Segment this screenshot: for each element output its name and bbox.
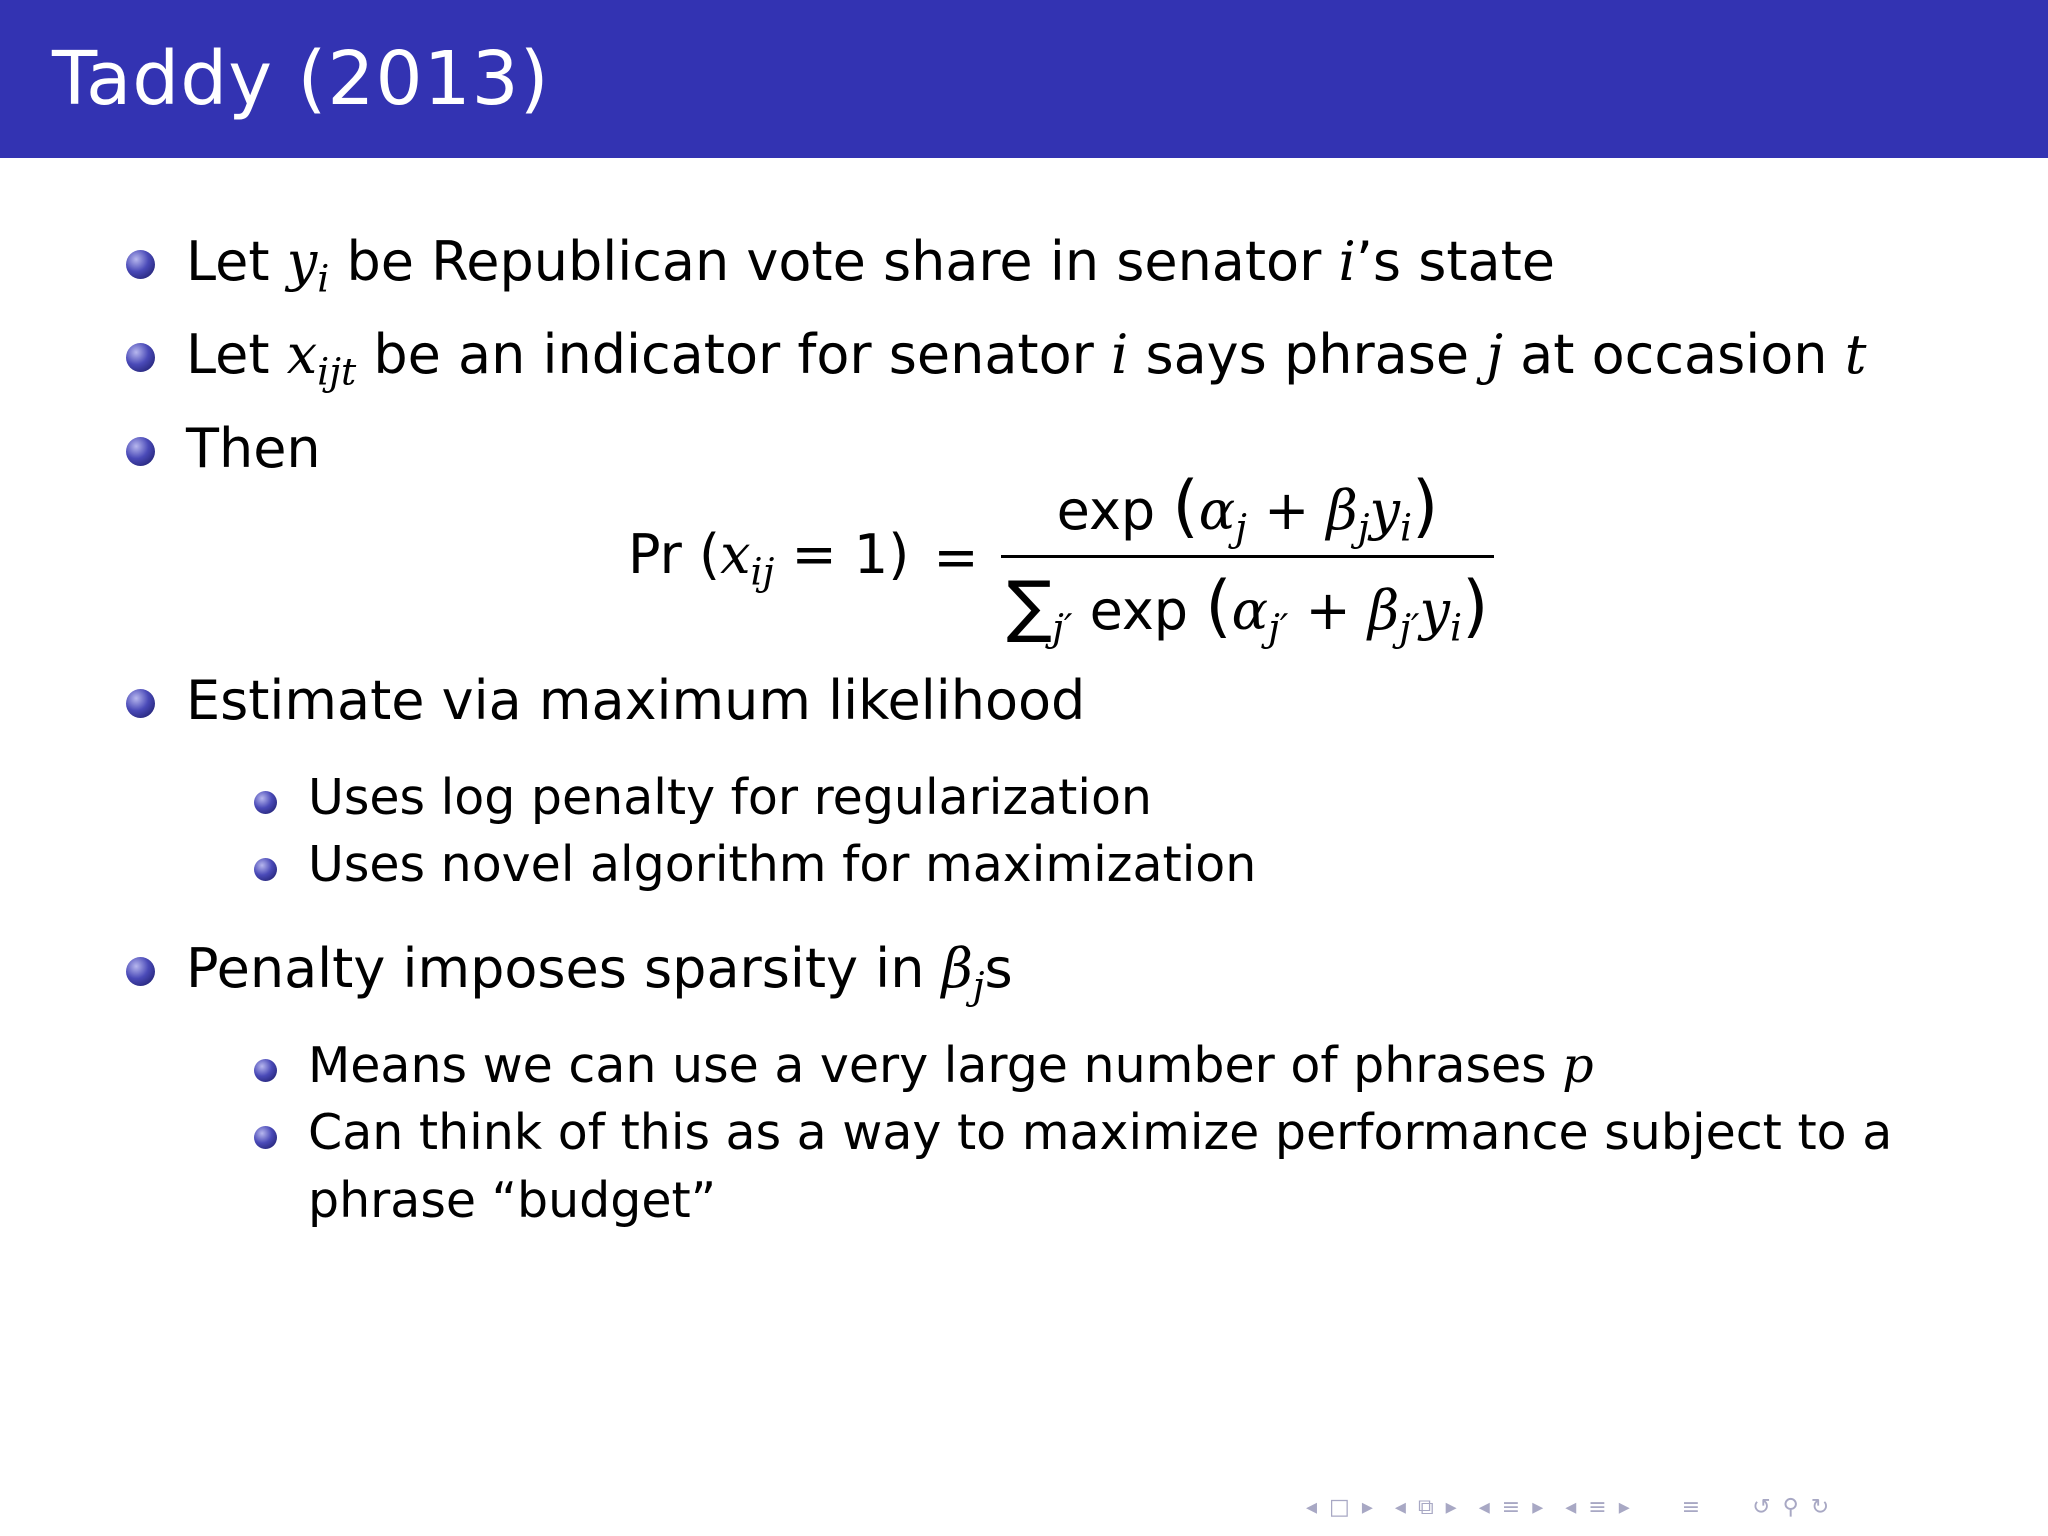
eq-den-beta: β [1367, 579, 1400, 643]
slide-title: Taddy (2013) [52, 36, 550, 122]
nav-frame-icon[interactable]: □ [1329, 1494, 1350, 1520]
bullet-marker-1 [126, 250, 155, 279]
nav-right-arrow-icon[interactable]: ▸ [1532, 1494, 1544, 1520]
eq-num-beta-sub: j [1357, 505, 1370, 550]
nav-section-icon[interactable]: ≡ [1501, 1494, 1521, 1520]
probability-equation [628, 466, 1494, 650]
sub-bullet-4-1: Uses log penalty for regularization [308, 769, 1152, 826]
sub-bullet-marker-4-1 [254, 791, 277, 814]
bullet-2 [186, 323, 1867, 394]
eq-num-exp: exp [1056, 479, 1156, 542]
sub-bullet-marker-5-2 [254, 1126, 277, 1149]
sub-bullet-5-2-line-2: phrase “budget” [308, 1172, 717, 1229]
eq-denominator [1001, 558, 1495, 649]
bullet-2-text-a: Let [186, 323, 287, 386]
bullet-2-text-d: at occasion [1503, 323, 1845, 386]
eq-num-alpha: α [1198, 479, 1236, 542]
bullet-marker-5 [126, 957, 155, 986]
bullet-1-sub: i [317, 256, 330, 301]
bullet-5-text-b: s [984, 937, 1013, 1000]
bullet-2-var2: i [1111, 323, 1129, 386]
eq-fraction [1001, 466, 1495, 650]
eq-num-y-sub: i [1399, 505, 1413, 550]
sub-bullet-4-2: Uses novel algorithm for maximization [308, 836, 1257, 893]
bullet-2-var3: j [1486, 323, 1504, 386]
eq-lhs-open: ( [699, 522, 721, 586]
eq-num-open: ( [1172, 466, 1199, 545]
eq-den-plus: + [1288, 579, 1368, 643]
bullet-2-sub: ijt [317, 349, 357, 394]
bullet-2-var4: t [1844, 323, 1867, 386]
eq-num-y: y [1369, 479, 1400, 542]
nav-loop-icon[interactable]: ↺ [1752, 1494, 1771, 1520]
nav-left-arrow-icon[interactable]: ◂ [1565, 1494, 1577, 1520]
sub-bullet-marker-4-2 [254, 858, 277, 881]
bullet-marker-2 [126, 343, 155, 372]
bullet-1 [186, 230, 1556, 301]
bullet-5-text-a: Penalty imposes sparsity in [186, 937, 942, 1000]
eq-lhs-sub: ij [750, 548, 775, 593]
sub-bullet-marker-5-1 [254, 1059, 277, 1082]
bullet-1-var2: i [1338, 230, 1356, 293]
eq-num-close: ) [1412, 466, 1439, 545]
eq-equals: = [933, 526, 979, 590]
nav-left-arrow-icon[interactable]: ◂ [1306, 1494, 1318, 1520]
nav-left-arrow-icon[interactable]: ◂ [1394, 1494, 1406, 1520]
sub-bullet-5-1 [308, 1037, 1594, 1094]
bullet-marker-4 [126, 689, 155, 718]
nav-right-arrow-icon[interactable]: ▸ [1445, 1494, 1457, 1520]
eq-num-alpha-sub: j [1235, 505, 1247, 550]
bullet-1-var: y [286, 230, 318, 293]
bullet-2-text-b: be an indicator for senator [356, 323, 1112, 386]
eq-den-sum-sub: j′ [1052, 605, 1073, 650]
nav-right-arrow-icon[interactable]: ▸ [1618, 1494, 1630, 1520]
eq-den-beta-sub: j′ [1399, 605, 1420, 650]
sub-bullet-5-1-var: p [1562, 1037, 1594, 1094]
eq-den-alpha-sub: j′ [1268, 605, 1289, 650]
eq-numerator [1051, 466, 1445, 555]
nav-right-arrow-icon[interactable]: ▸ [1361, 1494, 1373, 1520]
eq-lhs-var: x [720, 522, 751, 586]
eq-den-y-sub: i [1450, 605, 1463, 650]
bullet-1-text-b: be Republican vote share in senator [329, 230, 1339, 293]
title-bar [0, 0, 2048, 158]
bullet-1-text-c: ’s state [1355, 230, 1556, 293]
eq-den-exp: exp [1089, 579, 1189, 643]
eq-den-y: y [1419, 579, 1451, 643]
nav-subsection-icon[interactable]: ⧉ [1417, 1494, 1434, 1520]
beamer-navigation [1306, 1493, 1829, 1521]
bullet-4: Estimate via maximum likelihood [186, 669, 1086, 732]
eq-num-plus: + [1246, 479, 1327, 542]
nav-search-icon[interactable]: ⚲ [1782, 1494, 1799, 1520]
nav-align-icon[interactable]: ≡ [1681, 1494, 1701, 1520]
eq-den-open: ( [1205, 566, 1232, 646]
eq-lhs-eq: = 1) [774, 522, 910, 586]
bullet-1-text-a: Let [186, 230, 287, 293]
sub-bullet-5-1-text: Means we can use a very large number of phrases [308, 1037, 1563, 1094]
eq-lhs [628, 523, 909, 593]
nav-redo-icon[interactable]: ↻ [1810, 1494, 1830, 1520]
eq-den-alpha: α [1231, 579, 1269, 643]
eq-den-close: ) [1462, 566, 1489, 646]
bullet-5 [186, 937, 1013, 1008]
sub-bullet-5-2-line-1: Can think of this as a way to maximize performance subject to a [308, 1104, 1893, 1161]
bullet-2-var: x [286, 323, 318, 386]
bullet-5-sub: j [972, 963, 985, 1008]
bullet-2-text-c: says phrase [1128, 323, 1487, 386]
bullet-5-var: β [941, 937, 973, 1000]
nav-left-arrow-icon[interactable]: ◂ [1478, 1494, 1490, 1520]
eq-den-sum: ∑ [1006, 566, 1053, 646]
bullet-3: Then [186, 417, 321, 480]
eq-pr: Pr [628, 522, 682, 586]
eq-num-beta: β [1326, 479, 1358, 542]
bullet-marker-3 [126, 437, 155, 466]
nav-section-icon[interactable]: ≡ [1588, 1494, 1607, 1520]
